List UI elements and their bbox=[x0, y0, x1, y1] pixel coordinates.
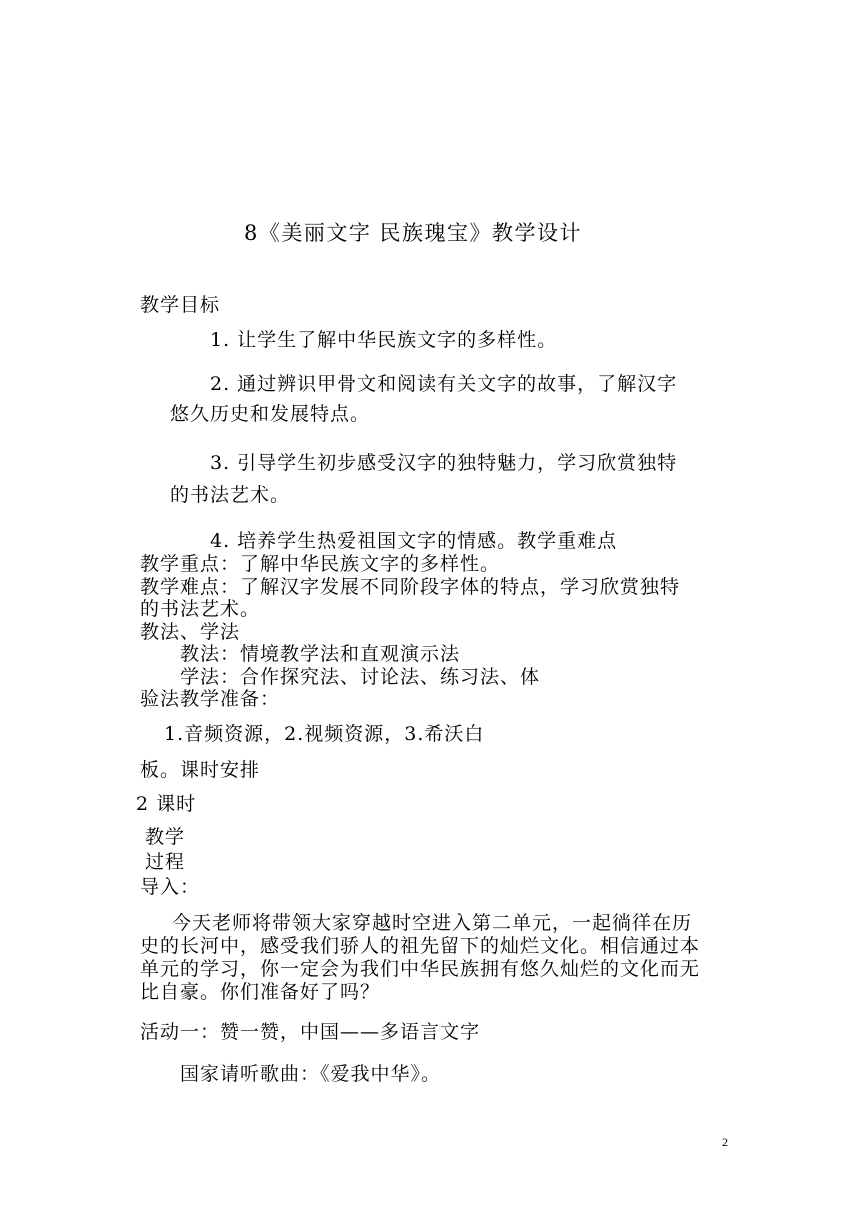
objectives-heading: 教学目标 bbox=[140, 294, 221, 316]
teaching-method: 教法：情境教学法和直观演示法 bbox=[180, 643, 461, 665]
methods-heading: 教法、学法 bbox=[140, 621, 241, 643]
intro-paragraph-line: 比自豪。你们准备好了吗？ bbox=[140, 981, 381, 1003]
intro-paragraph-line: 今天老师将带领大家穿越时空进入第二单元，一起徜徉在历 bbox=[172, 912, 693, 934]
process-label: 过程 bbox=[145, 851, 186, 873]
intro-heading: 导入： bbox=[140, 876, 201, 898]
difficulty-line: 教学难点：了解汉字发展不同阶段字体的特点，学习欣赏独特 bbox=[140, 576, 681, 598]
objective-line: 3. 引导学生初步感受汉字的独特魅力，学习欣赏独特 bbox=[210, 452, 678, 474]
activity-heading: 活动一：赞一赞，中国——多语言文字 bbox=[140, 1021, 481, 1043]
class-hours: 2 课时 bbox=[136, 793, 197, 815]
page-number: 2 bbox=[722, 1135, 728, 1149]
objective-line: 2. 通过辨识甲骨文和阅读有关文字的故事，了解汉字 bbox=[210, 373, 678, 395]
resources-line: 板。课时安排 bbox=[140, 759, 261, 781]
objective-line: 悠久历史和发展特点。 bbox=[170, 403, 371, 425]
song-line: 国家请听歌曲：《爱我中华》。 bbox=[180, 1063, 442, 1085]
prep-line: 验法教学准备： bbox=[140, 688, 281, 710]
intro-paragraph-line: 单元的学习，你一定会为我们中华民族拥有悠久灿烂的文化而无 bbox=[140, 958, 701, 980]
key-point: 教学重点：了解中华民族文字的多样性。 bbox=[140, 553, 501, 575]
resources-line: 1.音频资源，2.视频资源，3.希沃白 bbox=[164, 723, 485, 745]
document-title: 8《美丽文字 民族瑰宝》教学设计 bbox=[244, 221, 583, 245]
objective-line: 1. 让学生了解中华民族文字的多样性。 bbox=[210, 329, 558, 351]
difficulty-line: 的书法艺术。 bbox=[140, 598, 261, 620]
intro-paragraph-line: 史的长河中，感受我们骄人的祖先留下的灿烂文化。相信通过本 bbox=[140, 935, 701, 957]
objective-line: 的书法艺术。 bbox=[170, 484, 291, 506]
learning-method: 学法：合作探究法、讨论法、练习法、体 bbox=[180, 666, 541, 688]
process-label: 教学 bbox=[145, 826, 186, 848]
objective-line: 4. 培养学生热爱祖国文字的情感。教学重难点 bbox=[210, 530, 618, 552]
